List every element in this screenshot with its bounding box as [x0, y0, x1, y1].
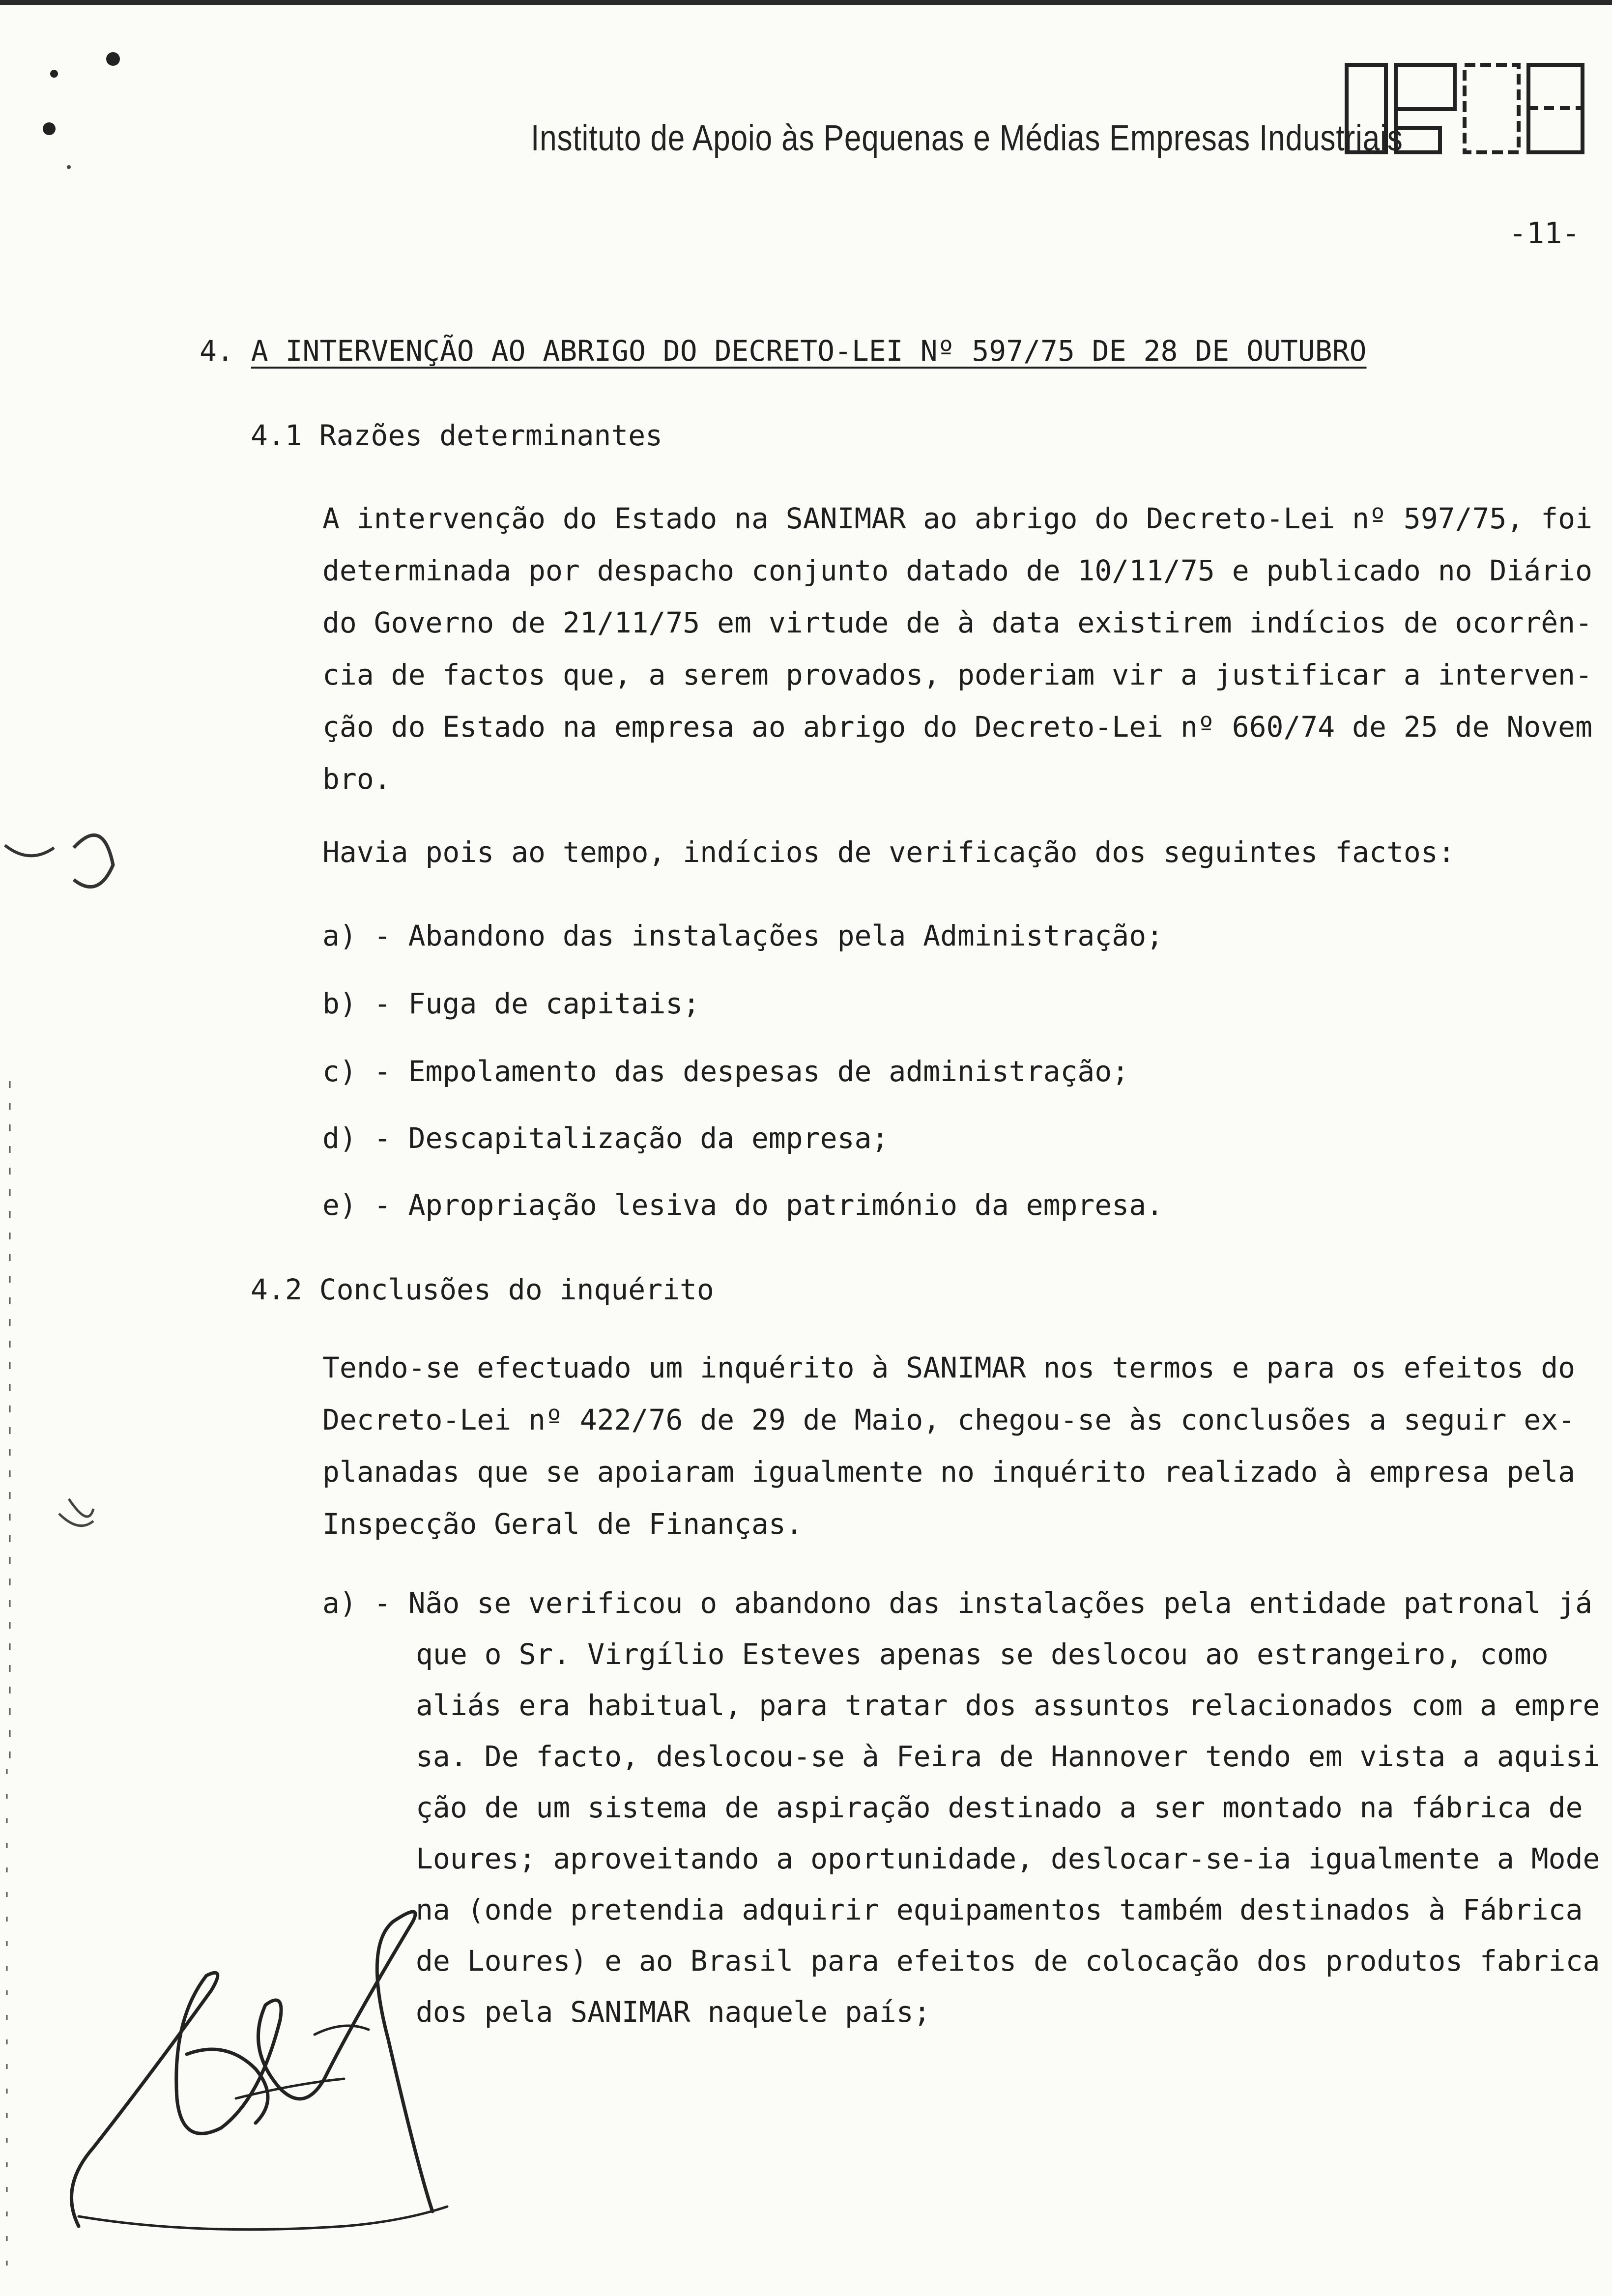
paragraph-line: cia de factos que, a serem provados, poderiam vir a justificar a interven- — [322, 658, 1593, 691]
subsection-heading-4-2: 4.2 Conclusões do inquérito — [251, 1273, 714, 1306]
finding-line: Loures; aproveitando a oportunidade, deslocar-se-ia igualmente a Mode — [416, 1842, 1600, 1875]
fact-item-a: a) - Abandono das instalações pela Administração; — [322, 919, 1164, 952]
fact-item-e: e) - Apropriação lesiva do património da empresa. — [322, 1188, 1164, 1222]
handwritten-signature — [49, 1892, 491, 2236]
paragraph-line: Inspecção Geral de Finanças. — [322, 1507, 803, 1541]
paragraph-intervention — [322, 492, 1593, 805]
finding-line: sa. De facto, deslocou-se à Feira de Hannover tendo em vista a aquisi — [416, 1740, 1600, 1773]
finding-line: de Loures) e ao Brasil para efeitos de colocação dos produtos fabrica — [416, 1944, 1600, 1978]
finding-line: que o Sr. Virgílio Esteves apenas se deslocou ao estrangeiro, como — [416, 1637, 1549, 1671]
section-heading — [200, 334, 1367, 368]
page-number: -11- — [1509, 216, 1580, 251]
finding-line: ção de um sistema de aspiração destinado a ser montado na fábrica de — [416, 1791, 1583, 1824]
fact-item-d: d) - Descapitalização da empresa; — [322, 1121, 889, 1155]
institute-name: Instituto de Apoio às Pequenas e Médias Empresas Industriais — [531, 117, 1403, 158]
paragraph-line: bro. — [322, 762, 391, 796]
paragraph-line: A intervenção do Estado na SANIMAR ao abrigo do Decreto-Lei nº 597/75, foi — [322, 502, 1593, 535]
paragraph-inquiry — [322, 1342, 1576, 1550]
paragraph-line: determinada por despacho conjunto datado de 10/11/75 e publicado no Diário — [322, 554, 1593, 587]
finding-line: a) - Não se verificou o abandono das instalações pela entidade patronal já — [322, 1586, 1593, 1620]
section-title: A INTERVENÇÃO AO ABRIGO DO DECRETO-LEI Nº 597/75 DE 28 DE OUTUBRO — [251, 334, 1367, 368]
fact-item-b: b) - Fuga de capitais; — [322, 987, 700, 1020]
fact-item-c: c) - Empolamento das despesas de administração; — [322, 1055, 1129, 1088]
subsection-heading-4-1: 4.1 Razões determinantes — [251, 419, 663, 452]
iapmei-logo — [1337, 54, 1592, 157]
paragraph-line: Decreto-Lei nº 422/76 de 29 de Maio, chegou-se às conclusões a seguir ex- — [322, 1403, 1576, 1436]
paragraph-line: do Governo de 21/11/75 em virtude de à data existirem indícios de ocorrên- — [322, 606, 1593, 639]
finding-line: dos pela SANIMAR naquele país; — [416, 1995, 931, 2029]
paragraph-line: planadas que se apoiaram igualmente no inquérito realizado à empresa pela — [322, 1455, 1576, 1489]
section-number: 4. — [200, 334, 234, 368]
page-top-rule — [0, 0, 1612, 5]
finding-line: aliás era habitual, para tratar dos assuntos relacionados com a empre — [416, 1689, 1600, 1722]
paragraph-line: Tendo-se efectuado um inquérito à SANIMAR nos termos e para os efeitos do — [322, 1351, 1576, 1384]
finding-line: na (onde pretendia adquirir equipamentos também destinados à Fábrica — [416, 1893, 1583, 1926]
paragraph-line: ção do Estado na empresa ao abrigo do Decreto-Lei nº 660/74 de 25 de Novem — [322, 710, 1593, 744]
facts-intro: Havia pois ao tempo, indícios de verificação dos seguintes factos: — [322, 835, 1455, 869]
finding-a — [322, 1578, 1600, 2038]
